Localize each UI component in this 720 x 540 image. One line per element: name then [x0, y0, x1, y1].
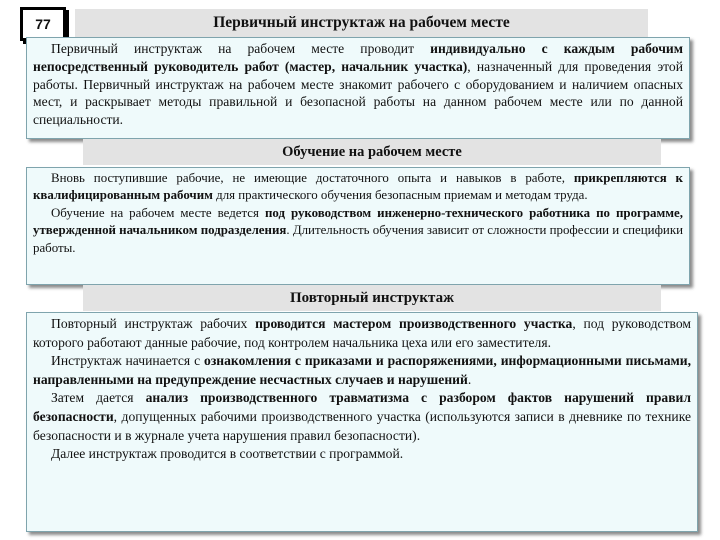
text-run: Обучение на рабочем месте ведется — [51, 205, 265, 220]
bold-text-run: ознакомления с приказами и распоряжениями, информационными письмами, направленными на предупреждение несчастных случаев и нарушений — [33, 353, 691, 387]
paragraph — [33, 40, 683, 129]
paragraph — [33, 445, 691, 464]
text-block-primary-briefing — [26, 37, 690, 139]
text-run: Вновь поступившие рабочие, не имеющие достаточного опыта и навыков в работе, — [51, 171, 574, 185]
bold-text-run: прикрепляются к квалифицированным рабочим — [33, 171, 683, 203]
text-run: , под руководством которого работают данные рабочие, под контролем начальника цеха или его заместителя. — [33, 316, 691, 350]
text-run: , допущенных рабочими производственного участка (используются записи в дневнике по технике безопасности и в журнале учета нарушения правил безопасности). — [33, 408, 691, 443]
bold-text-run: под руководством инженерно-технического работника по программе, утвержденной начальником подразделения — [33, 205, 683, 238]
text-run: Далее инструктаж проводится в соответствии с программой. — [51, 446, 404, 462]
text-block-on-the-job-training — [26, 167, 690, 285]
paragraph — [33, 315, 691, 352]
bold-text-run: анализ производственного травматизма с разбором фактов нарушений правил безопасности — [33, 390, 692, 424]
text-run: для практического обучения безопасным приемам и методам труда. — [212, 188, 588, 203]
text-run: Повторный инструктаж рабочих — [51, 316, 256, 331]
section-title-on-the-job-training: Обучение на рабочем месте — [83, 139, 661, 165]
section-title-primary-briefing: Первичный инструктаж на рабочем месте — [75, 9, 648, 37]
section-title-repeat-briefing: Повторный инструктаж — [83, 285, 661, 311]
paragraph — [33, 205, 683, 257]
paragraph — [33, 170, 683, 205]
bold-text-run: индивидуально с каждым рабочим непосредственный руководитель работ (мастер, начальник участка) — [33, 41, 683, 74]
text-run: , назначенный для проведения этой работы. Первичный инструктаж на рабочем месте знакомит рабочего с оборудованием и наличием опасных мест, и раскрывает методы правильной и безопасной работы на данном рабочем месте или по данной специальности. — [33, 58, 683, 128]
text-run: Первичный инструктаж на рабочем месте проводит — [51, 41, 431, 56]
text-run: Затем дается — [51, 390, 146, 406]
text-run: . — [467, 371, 472, 387]
bold-text-run: проводится мастером производственного участка — [255, 316, 573, 331]
slide-number: 77 — [20, 7, 66, 41]
paragraph — [33, 352, 691, 389]
text-block-repeat-briefing — [26, 312, 698, 532]
paragraph — [33, 389, 691, 445]
text-run: Инструктаж начинается с — [51, 353, 205, 369]
text-run: . Длительность обучения зависит от сложности профессии и специфики работы. — [33, 223, 683, 255]
